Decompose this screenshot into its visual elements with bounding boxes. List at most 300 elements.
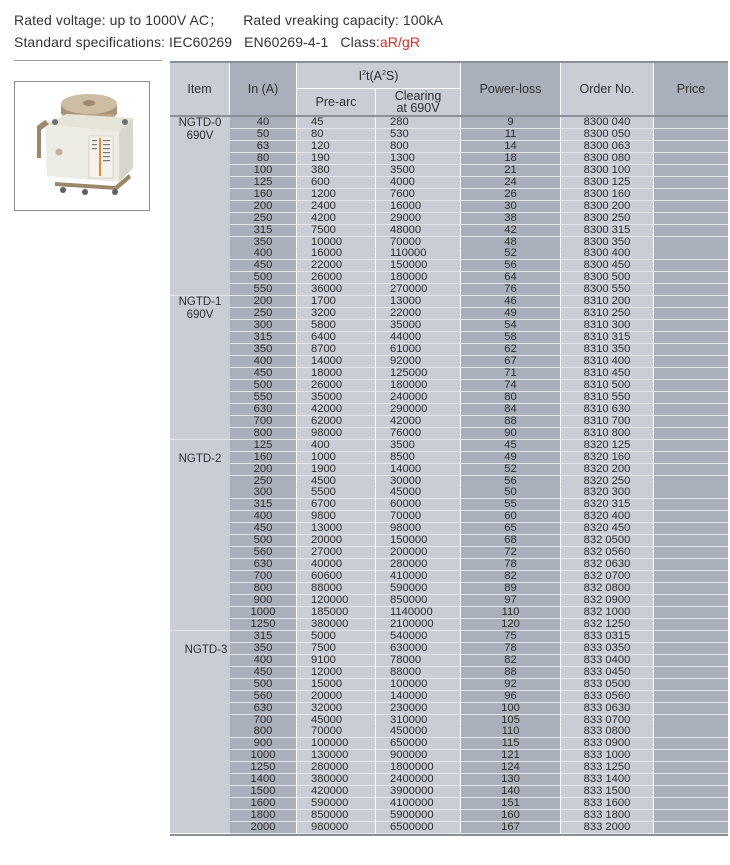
cell-power-loss: 167 — [461, 822, 560, 833]
cell-pre-arc: 32000 — [297, 703, 375, 714]
cell-pre-arc: 20000 — [297, 535, 375, 546]
cell-order-no: 8310 250 — [561, 308, 653, 319]
cell-pre-arc: 590000 — [297, 798, 375, 809]
cell-power-loss: 9 — [461, 117, 560, 128]
cell-order-no: 8300 400 — [561, 248, 653, 259]
cell-power-loss: 160 — [461, 810, 560, 821]
cell-price — [654, 499, 728, 510]
group-item-name: NGTD-2 — [178, 452, 222, 465]
table-row — [170, 225, 728, 237]
cell-price — [654, 225, 728, 236]
cell-in: 700 — [230, 715, 296, 726]
cell-in: 500 — [230, 380, 296, 391]
cell-price — [654, 679, 728, 690]
cell-order-no: 8310 200 — [561, 296, 653, 307]
cell-pre-arc: 27000 — [297, 547, 375, 558]
cell-clearing: 13000 — [376, 296, 460, 307]
cell-pre-arc: 120 — [297, 141, 375, 152]
table-row — [170, 428, 728, 440]
cell-order-no: 8300 125 — [561, 177, 653, 188]
cell-pre-arc: 4200 — [297, 213, 375, 224]
cell-pre-arc: 7500 — [297, 643, 375, 654]
cell-power-loss: 130 — [461, 774, 560, 785]
cell-order-no: 832 0630 — [561, 559, 653, 570]
cell-price — [654, 464, 728, 475]
cell-pre-arc: 1900 — [297, 464, 375, 475]
cell-clearing: 900000 — [376, 750, 460, 761]
cell-price — [654, 511, 728, 522]
cell-power-loss: 82 — [461, 571, 560, 582]
cell-in: 1000 — [230, 607, 296, 618]
cell-pre-arc: 185000 — [297, 607, 375, 618]
cell-clearing: 180000 — [376, 380, 460, 391]
cell-order-no: 8300 250 — [561, 213, 653, 224]
cell-pre-arc: 26000 — [297, 380, 375, 391]
cell-clearing: 140000 — [376, 691, 460, 702]
cell-pre-arc: 20000 — [297, 691, 375, 702]
cell-in: 700 — [230, 571, 296, 582]
cell-clearing: 1300 — [376, 153, 460, 164]
cell-price — [654, 368, 728, 379]
cell-order-no: 8320 250 — [561, 476, 653, 487]
table-row — [170, 416, 728, 428]
cell-in: 550 — [230, 392, 296, 403]
cell-clearing: 230000 — [376, 703, 460, 714]
cell-pre-arc: 70000 — [297, 726, 375, 737]
table-row — [170, 643, 728, 655]
cell-pre-arc: 18000 — [297, 368, 375, 379]
cell-in: 630 — [230, 404, 296, 415]
cell-order-no: 8300 200 — [561, 201, 653, 212]
cell-in: 250 — [230, 308, 296, 319]
header-in: In (A) — [230, 63, 296, 115]
cell-order-no: 8300 050 — [561, 129, 653, 140]
cell-clearing: 48000 — [376, 225, 460, 236]
table-row — [170, 440, 728, 452]
cell-power-loss: 52 — [461, 248, 560, 259]
cell-in: 1400 — [230, 774, 296, 785]
cell-pre-arc: 380000 — [297, 619, 375, 630]
cell-price — [654, 738, 728, 749]
cell-clearing: 240000 — [376, 392, 460, 403]
cell-in: 400 — [230, 356, 296, 367]
cell-power-loss: 50 — [461, 487, 560, 498]
rated-voltage-text: Rated voltage: up to 1000V AC； — [14, 12, 224, 28]
cell-in: 630 — [230, 703, 296, 714]
group-item-name: NGTD-0 — [178, 117, 222, 129]
cell-power-loss: 62 — [461, 344, 560, 355]
cell-order-no: 8310 550 — [561, 392, 653, 403]
cell-order-no: 8320 450 — [561, 523, 653, 534]
cell-order-no: 8320 300 — [561, 487, 653, 498]
cell-pre-arc: 8700 — [297, 344, 375, 355]
cell-power-loss: 52 — [461, 464, 560, 475]
cell-order-no: 832 0900 — [561, 595, 653, 606]
cell-pre-arc: 3200 — [297, 308, 375, 319]
cell-price — [654, 607, 728, 618]
cell-pre-arc: 6700 — [297, 499, 375, 510]
cell-in: 630 — [230, 559, 296, 570]
cell-pre-arc: 1700 — [297, 296, 375, 307]
cell-in: 80 — [230, 153, 296, 164]
cell-price — [654, 559, 728, 570]
header-power-loss: Power-loss — [461, 63, 560, 115]
cell-price — [654, 428, 728, 439]
cell-in: 450 — [230, 523, 296, 534]
cell-in: 125 — [230, 177, 296, 188]
cell-order-no: 832 0500 — [561, 535, 653, 546]
cell-price — [654, 487, 728, 498]
cell-power-loss: 58 — [461, 332, 560, 343]
cell-power-loss: 110 — [461, 607, 560, 618]
cell-pre-arc: 35000 — [297, 392, 375, 403]
cell-clearing: 3500 — [376, 440, 460, 451]
cell-in: 900 — [230, 595, 296, 606]
cell-in: 125 — [230, 440, 296, 451]
group-item-name: NGTD-3 — [184, 643, 228, 656]
cell-price — [654, 296, 728, 307]
cell-clearing: 5900000 — [376, 810, 460, 821]
cell-pre-arc: 120000 — [297, 595, 375, 606]
cell-order-no: 833 1250 — [561, 762, 653, 773]
cell-power-loss: 64 — [461, 272, 560, 283]
cell-price — [654, 284, 728, 295]
cell-price — [654, 177, 728, 188]
cell-power-loss: 76 — [461, 284, 560, 295]
cell-clearing: 42000 — [376, 416, 460, 427]
cell-order-no: 833 0400 — [561, 655, 653, 666]
cell-pre-arc: 26000 — [297, 272, 375, 283]
table-row — [170, 822, 728, 834]
cell-in: 350 — [230, 237, 296, 248]
cell-price — [654, 213, 728, 224]
cell-clearing: 44000 — [376, 332, 460, 343]
cell-price — [654, 440, 728, 451]
cell-in: 160 — [230, 452, 296, 463]
cell-pre-arc: 1200 — [297, 189, 375, 200]
cell-in: 1800 — [230, 810, 296, 821]
cell-order-no: 832 1000 — [561, 607, 653, 618]
cell-pre-arc: 60600 — [297, 571, 375, 582]
cell-clearing: 8500 — [376, 452, 460, 463]
group-item-name: NGTD-1 — [178, 296, 222, 309]
cell-price — [654, 786, 728, 797]
cell-power-loss: 49 — [461, 452, 560, 463]
cell-power-loss: 48 — [461, 237, 560, 248]
spec-line-standards — [14, 34, 420, 50]
header-i2t: I $^2$ t(A $^2$ S) — [297, 63, 460, 88]
cell-price — [654, 571, 728, 582]
cell-order-no: 833 1800 — [561, 810, 653, 821]
divider — [14, 60, 162, 61]
cell-clearing: 1800000 — [376, 762, 460, 773]
cell-clearing: 125000 — [376, 368, 460, 379]
cell-clearing: 16000 — [376, 201, 460, 212]
cell-in: 350 — [230, 344, 296, 355]
cell-pre-arc: 1000 — [297, 452, 375, 463]
cell-clearing: 1140000 — [376, 607, 460, 618]
table-row — [170, 679, 728, 691]
cell-order-no: 8300 350 — [561, 237, 653, 248]
cell-power-loss: 78 — [461, 643, 560, 654]
cell-price — [654, 153, 728, 164]
cell-in: 500 — [230, 272, 296, 283]
cell-clearing: 3500 — [376, 165, 460, 176]
cell-pre-arc: 14000 — [297, 356, 375, 367]
spec-line-voltage — [14, 10, 443, 30]
cell-price — [654, 726, 728, 737]
cell-clearing: 45000 — [376, 487, 460, 498]
cell-in: 350 — [230, 643, 296, 654]
cell-pre-arc: 45 — [297, 117, 375, 128]
header-clearing-line2: at 690V — [396, 101, 440, 115]
cell-price — [654, 165, 728, 176]
cell-price — [654, 117, 728, 128]
cell-order-no: 833 0350 — [561, 643, 653, 654]
table-row — [170, 189, 728, 201]
cell-price — [654, 798, 728, 809]
cell-clearing: 290000 — [376, 404, 460, 415]
cell-order-no: 833 0800 — [561, 726, 653, 737]
cell-price — [654, 392, 728, 403]
table-row — [170, 141, 728, 153]
cell-power-loss: 65 — [461, 523, 560, 534]
table-row — [170, 129, 728, 141]
cell-power-loss: 151 — [461, 798, 560, 809]
cell-power-loss: 68 — [461, 535, 560, 546]
cell-power-loss: 72 — [461, 547, 560, 558]
cell-pre-arc: 420000 — [297, 786, 375, 797]
cell-power-loss: 89 — [461, 583, 560, 594]
cell-pre-arc: 80 — [297, 129, 375, 140]
cell-order-no: 832 0560 — [561, 547, 653, 558]
cell-in: 400 — [230, 511, 296, 522]
cell-in: 1600 — [230, 798, 296, 809]
cell-power-loss: 26 — [461, 189, 560, 200]
cell-price — [654, 762, 728, 773]
cell-clearing: 200000 — [376, 547, 460, 558]
cell-power-loss: 115 — [461, 738, 560, 749]
cell-in: 315 — [230, 499, 296, 510]
cell-price — [654, 332, 728, 343]
cell-pre-arc: 4500 — [297, 476, 375, 487]
cell-price — [654, 260, 728, 271]
cell-pre-arc: 62000 — [297, 416, 375, 427]
cell-clearing: 78000 — [376, 655, 460, 666]
breaking-capacity-text: Rated vreaking capacity: 100kA — [243, 12, 444, 28]
cell-clearing: 70000 — [376, 237, 460, 248]
cell-order-no: 8310 450 — [561, 368, 653, 379]
cell-in: 63 — [230, 141, 296, 152]
cell-power-loss: 71 — [461, 368, 560, 379]
cell-clearing: 60000 — [376, 499, 460, 510]
cell-clearing: 540000 — [376, 631, 460, 642]
cell-order-no: 833 1400 — [561, 774, 653, 785]
cell-pre-arc: 600 — [297, 177, 375, 188]
header-clearing — [376, 89, 460, 115]
group-item-voltage: 690V — [186, 130, 214, 142]
cell-price — [654, 452, 728, 463]
cell-clearing: 7600 — [376, 189, 460, 200]
table-row — [170, 452, 728, 464]
cell-in: 315 — [230, 631, 296, 642]
cell-clearing: 150000 — [376, 535, 460, 546]
cell-power-loss: 38 — [461, 213, 560, 224]
cell-pre-arc: 45000 — [297, 715, 375, 726]
cell-price — [654, 237, 728, 248]
cell-power-loss: 45 — [461, 440, 560, 451]
cell-pre-arc: 15000 — [297, 679, 375, 690]
cell-clearing: 270000 — [376, 284, 460, 295]
cell-pre-arc: 88000 — [297, 583, 375, 594]
cell-clearing: 310000 — [376, 715, 460, 726]
table-row — [170, 213, 728, 225]
cell-clearing: 280000 — [376, 559, 460, 570]
cell-order-no: 8310 350 — [561, 344, 653, 355]
cell-pre-arc: 380 — [297, 165, 375, 176]
cell-price — [654, 619, 728, 630]
cell-pre-arc: 40000 — [297, 559, 375, 570]
standards-text: Standard specifications: IEC60269 EN60269-4-1 Class: — [14, 34, 380, 50]
cell-in: 700 — [230, 416, 296, 427]
cell-in: 550 — [230, 284, 296, 295]
cell-price — [654, 189, 728, 200]
cell-in: 400 — [230, 248, 296, 259]
cell-price — [654, 320, 728, 331]
cell-pre-arc: 980000 — [297, 822, 375, 833]
cell-price — [654, 535, 728, 546]
header-order-no: Order No. — [561, 63, 653, 115]
cell-clearing: 4000 — [376, 177, 460, 188]
cell-clearing: 22000 — [376, 308, 460, 319]
cell-in: 50 — [230, 129, 296, 140]
header-price: Price — [654, 63, 728, 115]
cell-pre-arc: 6400 — [297, 332, 375, 343]
table-row — [170, 177, 728, 189]
cell-clearing: 61000 — [376, 344, 460, 355]
cell-in: 1250 — [230, 619, 296, 630]
cell-pre-arc: 9100 — [297, 655, 375, 666]
cell-pre-arc: 9800 — [297, 511, 375, 522]
cell-pre-arc: 280000 — [297, 762, 375, 773]
cell-power-loss: 14 — [461, 141, 560, 152]
cell-pre-arc: 13000 — [297, 523, 375, 534]
cell-power-loss: 84 — [461, 404, 560, 415]
cell-in: 800 — [230, 583, 296, 594]
cell-price — [654, 750, 728, 761]
table-bottom-rule — [170, 834, 728, 836]
table-row — [170, 691, 728, 703]
group-item-voltage: 690V — [186, 309, 214, 322]
cell-power-loss: 105 — [461, 715, 560, 726]
cell-clearing: 280 — [376, 117, 460, 128]
cell-in: 250 — [230, 213, 296, 224]
cell-in: 450 — [230, 667, 296, 678]
cell-power-loss: 60 — [461, 511, 560, 522]
cell-pre-arc: 190 — [297, 153, 375, 164]
cell-price — [654, 667, 728, 678]
cell-order-no: 832 0700 — [561, 571, 653, 582]
cell-order-no: 833 0630 — [561, 703, 653, 714]
cell-clearing: 850000 — [376, 595, 460, 606]
table-row — [170, 703, 728, 715]
cell-order-no: 833 0700 — [561, 715, 653, 726]
cell-clearing: 410000 — [376, 571, 460, 582]
cell-power-loss: 30 — [461, 201, 560, 212]
cell-in: 560 — [230, 691, 296, 702]
cell-pre-arc: 5500 — [297, 487, 375, 498]
cell-order-no: 8300 450 — [561, 260, 653, 271]
cell-order-no: 833 0500 — [561, 679, 653, 690]
cell-clearing: 98000 — [376, 523, 460, 534]
cell-in: 200 — [230, 201, 296, 212]
cell-order-no: 8300 500 — [561, 272, 653, 283]
header-clearing-line1: Clearing — [394, 89, 442, 103]
cell-power-loss: 88 — [461, 667, 560, 678]
table-row — [170, 404, 728, 416]
cell-order-no: 8310 300 — [561, 320, 653, 331]
cell-order-no: 8310 700 — [561, 416, 653, 427]
cell-in: 500 — [230, 679, 296, 690]
cell-order-no: 833 0900 — [561, 738, 653, 749]
header-item: Item — [170, 63, 229, 115]
table-row — [170, 667, 728, 679]
cell-order-no: 832 1250 — [561, 619, 653, 630]
cell-price — [654, 141, 728, 152]
cell-power-loss: 110 — [461, 726, 560, 737]
cell-order-no: 8320 200 — [561, 464, 653, 475]
cell-clearing: 450000 — [376, 726, 460, 737]
cell-in: 1000 — [230, 750, 296, 761]
cell-order-no: 8300 080 — [561, 153, 653, 164]
cell-power-loss: 54 — [461, 320, 560, 331]
cell-order-no: 8300 160 — [561, 189, 653, 200]
cell-power-loss: 120 — [461, 619, 560, 630]
cell-clearing: 76000 — [376, 428, 460, 439]
cell-price — [654, 595, 728, 606]
cell-price — [654, 129, 728, 140]
cell-pre-arc: 7500 — [297, 225, 375, 236]
cell-pre-arc: 130000 — [297, 750, 375, 761]
cell-price — [654, 774, 728, 785]
table-header — [170, 63, 728, 115]
cell-clearing: 30000 — [376, 476, 460, 487]
cell-clearing: 180000 — [376, 272, 460, 283]
square-fuse-icon — [15, 82, 149, 210]
cell-in: 315 — [230, 332, 296, 343]
cell-price — [654, 416, 728, 427]
cell-price — [654, 822, 728, 833]
cell-power-loss: 18 — [461, 153, 560, 164]
cell-in: 200 — [230, 296, 296, 307]
cell-price — [654, 655, 728, 666]
cell-clearing: 2100000 — [376, 619, 460, 630]
cell-clearing: 650000 — [376, 738, 460, 749]
cell-pre-arc: 2400 — [297, 201, 375, 212]
cell-in: 800 — [230, 726, 296, 737]
cell-in: 100 — [230, 165, 296, 176]
cell-price — [654, 547, 728, 558]
cell-pre-arc: 400 — [297, 440, 375, 451]
cell-price — [654, 631, 728, 642]
cell-order-no: 8300 040 — [561, 117, 653, 128]
cell-power-loss: 67 — [461, 356, 560, 367]
cell-price — [654, 476, 728, 487]
cell-in: 300 — [230, 320, 296, 331]
cell-price — [654, 643, 728, 654]
cell-order-no: 8320 400 — [561, 511, 653, 522]
cell-in: 450 — [230, 368, 296, 379]
